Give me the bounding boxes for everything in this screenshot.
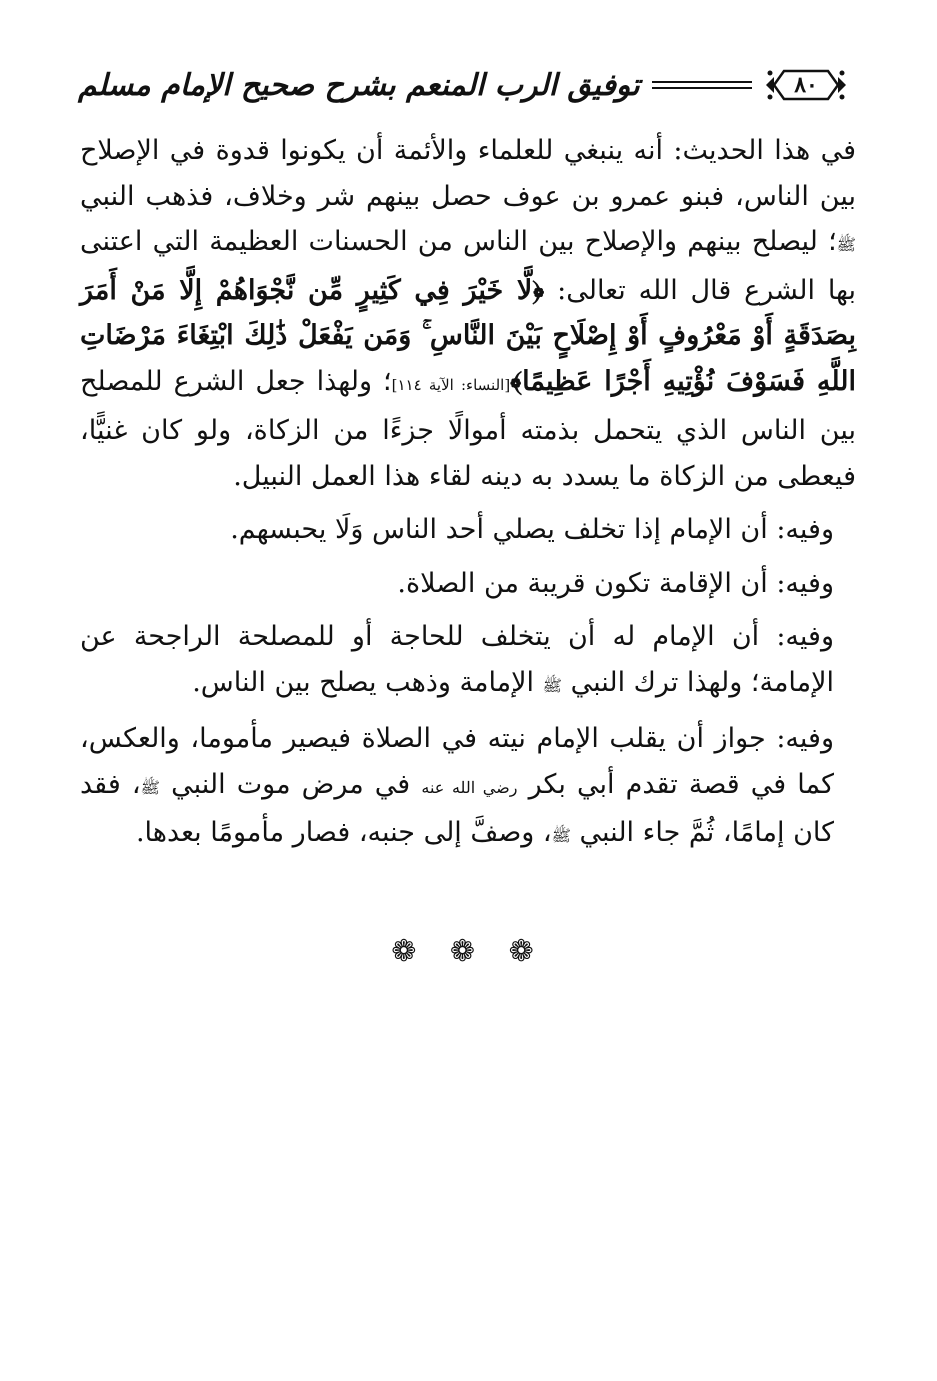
p1-rest: ؛ ولهذا جعل الشرع للمصلح بين الناس الذي يتحمل بذمته أموالًا جزءًا من الزكاة، ولو كان غنيًّا، فيعطى من الزكاة ما يسدد به دينه لقاء هذا العمل النبيل. xyxy=(80,365,856,492)
quran-bracket-close: ﴾ xyxy=(510,365,523,397)
book-title: توفيق الرب المنعم بشرح صحيح الإمام مسلم xyxy=(78,67,640,103)
section-separator: ❁ ❁ ❁ xyxy=(391,934,546,969)
paragraph-3: وفيه: أن الإقامة تكون قريبة من الصلاة. xyxy=(397,567,834,599)
salla-honorific: ﷺ xyxy=(551,826,571,845)
p5-b: في مرض موت النبي xyxy=(171,768,411,800)
quran-verse: لَّا خَيْرَ فِي كَثِيرٍ مِّن نَّجْوَاهُمْ إِلَّا مَنْ أَمَرَ بِصَدَقَةٍ أَوْ مَعْرُوفٍ أَوْ إِصْلَاحٍ بَيْنَ النَّاسِ ۚ وَمَن يَفْعَلْ ذَٰلِكَ ابْتِغَاءَ مَرْضَاتِ اللَّهِ فَسَوْفَ نُؤْتِيهِ أَجْرًا عَظِيمًا xyxy=(80,274,857,397)
paragraph-2: وفيه: أن الإمام إذا تخلف يصلي أحد الناس وَلَا يحبسهم. xyxy=(230,514,834,545)
quran-bracket-open: ﴿ xyxy=(532,274,545,306)
main-text xyxy=(80,128,856,859)
p4-b: الإمامة وذهب يصلح بين الناس. xyxy=(192,666,535,698)
page-number: ٨٠ xyxy=(794,72,818,98)
verse-reference: [النساء: الآية ١١٤] xyxy=(391,375,511,394)
p1-intro: في هذا الحديث: أنه ينبغي للعلماء والأئمة أن يكونوا قدوة في الإصلاح بين الناس، فبنو عمرو بن عوف حصل بينهم شر وخلاف، فذهب النبي xyxy=(80,135,857,212)
page-header xyxy=(78,58,848,112)
salla-honorific: ﷺ xyxy=(542,675,562,695)
paragraph-4 xyxy=(80,614,856,708)
p4-a: وفيه: أن الإمام له أن يتخلف للحاجة أو للمصلحة الراجحة عن الإمامة؛ ولهذا ترك النبي xyxy=(80,621,834,698)
p5-d: ، وصفَّ إلى جنبه، فصار مأمومًا بعدها. xyxy=(135,817,552,848)
p1-mid: ؛ ليصلح بينهم والإصلاح بين الناس من الحسنات العظيمة التي اعتنى بها الشرع قال الله تعالى: xyxy=(80,226,857,306)
page-number-frame xyxy=(764,65,848,105)
p5-c: ، فقد كان إمامًا، ثُمَّ جاء النبي xyxy=(80,768,834,848)
paragraph-5 xyxy=(80,716,856,859)
salla-honorific: ﷺ xyxy=(836,235,856,254)
paragraph-1 xyxy=(80,128,856,499)
header-rule xyxy=(652,81,752,89)
salla-honorific: ﷺ xyxy=(140,777,160,797)
radiallahu-honorific: رضي الله عنه xyxy=(421,777,518,797)
p5-a: وفيه: جواز أن يقلب الإمام نيته في الصلاة فيصير مأموما، والعكس، كما في قصة تقدم أبي بكر xyxy=(80,723,835,800)
